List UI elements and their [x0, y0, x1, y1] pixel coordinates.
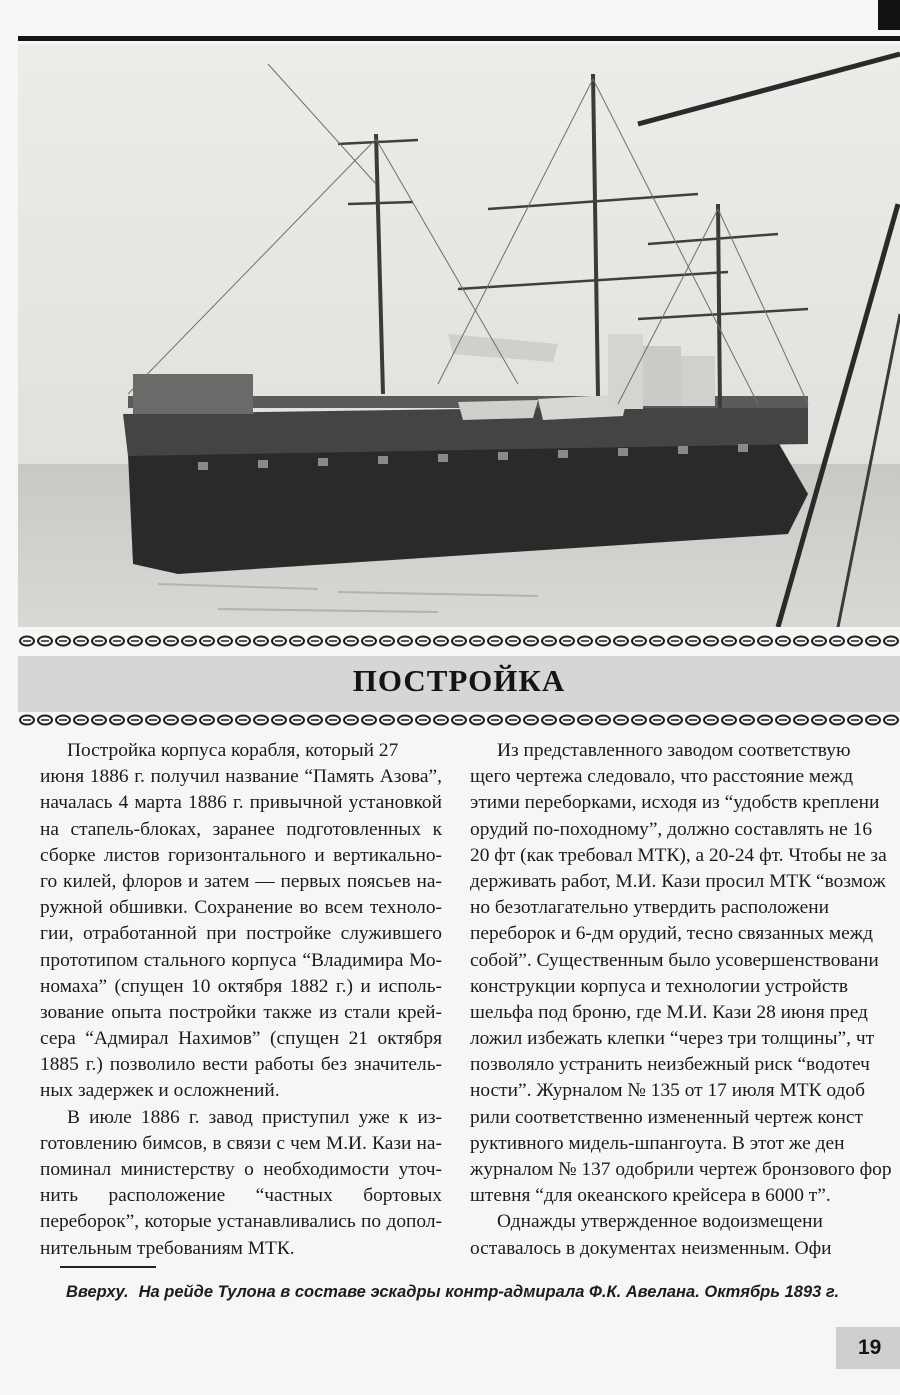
- text-line: го килей, флоров и затем — первых поясьев на-: [40, 870, 442, 892]
- paragraph: [40, 1105, 442, 1262]
- text-line: ных задержек и осложнений.: [40, 1080, 280, 1102]
- text-line: шельфа под броню, где М.И. Кази 28 июня пред: [470, 1001, 868, 1023]
- text-line: ложил избежать клепки “через три толщины”, чт: [470, 1028, 875, 1050]
- ornamental-chain-bottom: [18, 713, 900, 727]
- text-line: июня 1886 г. получил название “Память Азова”,: [40, 766, 442, 788]
- text-line: щего чертежа следовало, что расстояние межд: [470, 766, 854, 788]
- text-line: ружной обшивки. Сохранение во всем техноло-: [40, 897, 442, 919]
- page-corner-mark: [878, 0, 900, 30]
- text-line: но безотлагательно утвердить расположени: [470, 897, 829, 919]
- caption-lead: Вверху.: [66, 1283, 129, 1301]
- ornamental-chain-top: [18, 634, 900, 648]
- photo-caption: [66, 1283, 900, 1302]
- text-line: штевня “для океанского крейсера в 6000 т”.: [470, 1185, 831, 1207]
- paragraph: [40, 738, 442, 1105]
- text-line: журналом № 137 одобрили чертеж бронзового фор: [470, 1159, 892, 1180]
- text-line: началась 4 марта 1886 г. привычной установкой: [40, 792, 442, 814]
- text-line: этими переборками, исходя из “удобств креплени: [470, 792, 880, 814]
- text-line: гии, отработанной при постройке служившего: [40, 923, 442, 945]
- text-line: В июле 1886 г. завод приступил уже к из-: [67, 1106, 442, 1128]
- text-line: переборок и 6-дм орудий, тесно связанных межд: [470, 923, 874, 945]
- text-line: поминал министерству о необходимости уточ-: [40, 1159, 442, 1180]
- text-line: оставалось в документах неизменным. Офи: [470, 1237, 832, 1259]
- text-line: сборке листов горизонтального и вертикально-: [40, 844, 442, 866]
- text-line: позволяло устранить неизбежный риск “водотеч: [470, 1054, 870, 1076]
- text-line: 1885 г.) позволило вести работы без значитель-: [40, 1054, 442, 1076]
- text-line: 20 фт (как требовал МТК), а 20-24 фт. Чтобы не за: [470, 844, 887, 866]
- text-line: готовлению бимсов, в связи с чем М.И. Кази на-: [40, 1132, 442, 1154]
- text-line: держивать работ, М.И. Кази просил МТК “возмож: [470, 870, 886, 892]
- right-text-column: [470, 738, 900, 1262]
- section-heading: ПОСТРОЙКА: [352, 663, 566, 698]
- caption-text: На рейде Тулона в составе эскадры контр-адмирала Ф.К. Авелана. Октябрь 1893 г.: [138, 1283, 840, 1301]
- paragraph: [470, 738, 900, 1209]
- text-line: орудий по-походному”, должно составлять не 16: [470, 818, 873, 840]
- text-line: сера “Адмирал Нахимов” (спущен 21 октября: [40, 1028, 442, 1050]
- text-line: переборок”, которые устанавливались по допол-: [40, 1211, 442, 1233]
- text-line: ности”. Журналом № 135 от 17 июля МТК одоб: [470, 1080, 865, 1102]
- top-rule: [18, 36, 900, 41]
- page-number: 19: [836, 1327, 900, 1369]
- text-line: Постройка корпуса корабля, который 27: [67, 740, 399, 761]
- text-line: Однажды утвержденное водоизмещени: [497, 1211, 823, 1233]
- section-heading-band: [18, 656, 900, 712]
- text-line: зование опыта постройки также из стали крей-: [40, 1001, 442, 1023]
- cruiser-ship-photo: [18, 44, 900, 627]
- text-line: конструкции корпуса и технологии устройств: [470, 975, 849, 997]
- text-line: прототипом стального корпуса “Владимира Мо-: [40, 949, 442, 971]
- text-line: собой”. Существенным было усовершенствовани: [470, 949, 879, 971]
- caption-rule: [60, 1266, 156, 1268]
- text-line: номаха” (спущен 10 октября 1882 г.) и исполь-: [40, 975, 442, 997]
- text-line: руктивного мидель-шпангоута. В этот же ден: [470, 1132, 845, 1154]
- text-line: рили соответственно измененный чертеж конст: [470, 1106, 863, 1128]
- text-line: нить расположение “частных бортовых: [40, 1185, 442, 1207]
- paragraph: [470, 1209, 900, 1261]
- text-line: Из представленного заводом соответствую: [497, 740, 851, 761]
- text-line: нительным требованиям МТК.: [40, 1237, 295, 1259]
- left-text-column: [40, 738, 442, 1262]
- text-line: на стапель-блоках, заранее подготовленных к: [40, 818, 442, 840]
- ship-illustration: [18, 44, 900, 627]
